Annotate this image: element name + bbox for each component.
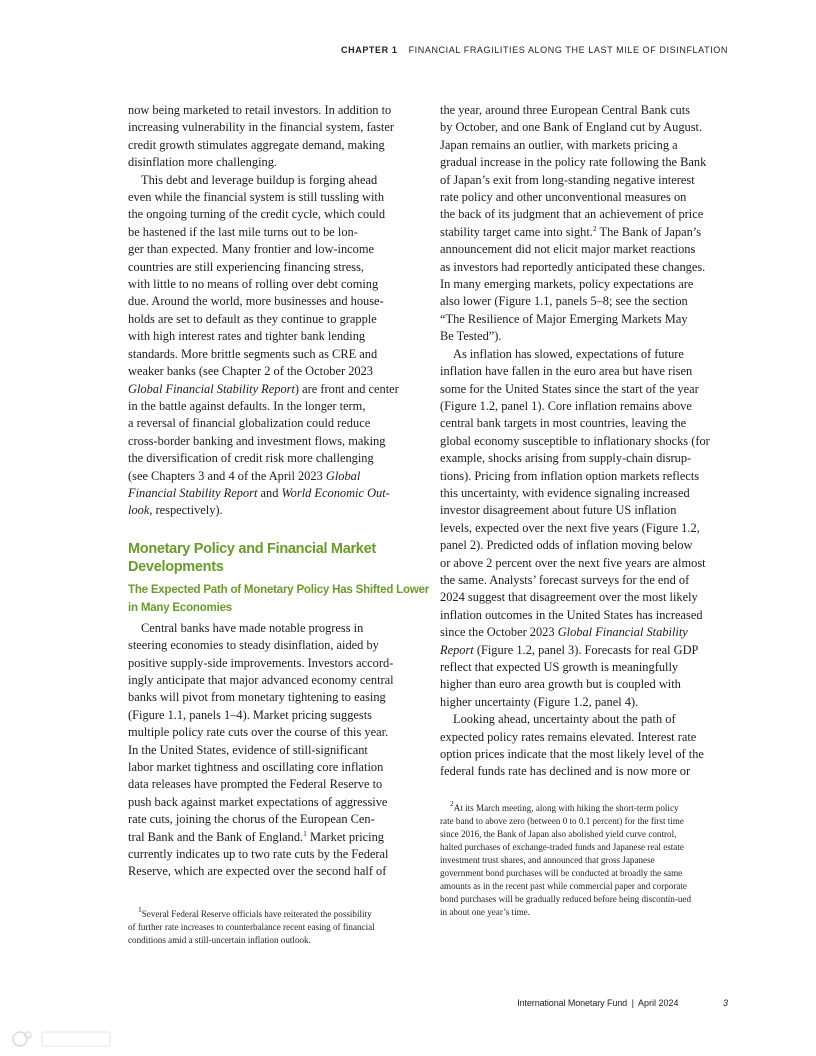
text-line: reflect that expected US growth is meaningfully [440, 660, 679, 674]
text-line: panel 2). Predicted odds of inflation moving below [440, 538, 693, 553]
text-fragment: The Bank of Japan’s [596, 224, 702, 239]
text-line: (Figure 1.2, panel 1). Core inflation remains above [440, 398, 692, 413]
text-line: Be Tested”). [440, 329, 502, 344]
text-line: or above 2 percent over the next five years are almost [440, 555, 706, 570]
text-line: As inflation has slowed, expectations of future [453, 346, 684, 361]
text-line: ingly anticipate that major advanced economy central [128, 672, 394, 687]
text-fragment: , respectively). [149, 503, 223, 518]
text-line [440, 224, 728, 241]
text-line: ger than expected. Many frontier and low-income [128, 242, 374, 257]
text-fragment: and [257, 485, 282, 500]
footnote-ref-1[interactable]: 1 [303, 828, 307, 838]
text-line: federal funds rate has declined and is now more or [440, 764, 691, 779]
text-line [440, 642, 728, 659]
text-line: the back of its judgment that an achievement of price [440, 207, 704, 222]
running-header [341, 45, 728, 55]
footnote-2 [440, 799, 730, 919]
text-line: weaker banks (see Chapter 2 of the October 2023 [128, 364, 373, 379]
text-line: Reserve, which are expected over the second half of [128, 864, 387, 879]
text-line: the same. Analysts’ forecast surveys for the end of [440, 572, 690, 587]
footnote-line [128, 905, 413, 921]
footnote-line: of further rate increases to counterbalance recent easing of financial [128, 922, 375, 932]
text-line: expected policy rates remains elevated. Interest rate [440, 729, 697, 744]
left-column [128, 102, 430, 881]
text-line: credit growth stimulates aggregate demand, making [128, 137, 385, 152]
text-line: option prices indicate that the most likely level of the [440, 747, 704, 762]
text-line: now being marketed to retail investors. In addition to [128, 103, 392, 117]
text-line [128, 485, 411, 502]
footnote-ref-2[interactable]: 2 [592, 223, 597, 233]
text-line: 2024 suggest that disagreement over the most likely [440, 590, 698, 605]
text-line: rate cuts, joining the chorus of the European Cen- [128, 812, 375, 827]
text-fragment: ) are front and center [294, 381, 399, 396]
text-line: investor disagreement about future US inflation [440, 503, 677, 518]
text-line: by October, and one Bank of England cut by August. [440, 120, 703, 135]
paragraph [440, 346, 728, 712]
text-line: tions). Pricing from inflation option markets reflects [440, 468, 700, 483]
report-title-italic: Global [325, 468, 361, 483]
section-heading [128, 540, 411, 576]
text-line: inflation have fallen in the euro area but have risen [440, 364, 693, 379]
text-line: levels, expected over the next five years (Figure 1.2, [440, 520, 700, 535]
text-line: the year, around three European Central Bank cuts [440, 103, 690, 117]
paragraph [128, 102, 411, 172]
footnote-1 [128, 905, 413, 947]
chapter-title: FINANCIAL FRAGILITIES ALONG THE LAST MILE OF DISINFLATION [408, 45, 728, 55]
watermark-logo-icon [8, 1026, 116, 1052]
text-line: higher than euro area growth but is coupled with [440, 677, 681, 692]
text-line: This debt and leverage buildup is forging ahead [141, 172, 378, 187]
publisher-name: International Monetary Fund [517, 998, 628, 1008]
text-line: announcement did not elicit major market reactions [440, 242, 696, 257]
text-line: currently indicates up to two rate cuts by the Federal [128, 847, 389, 862]
text-line: due. Around the world, more businesses and house- [128, 294, 384, 309]
text-line: In the United States, evidence of still-significant [128, 742, 368, 757]
right-column [440, 102, 728, 781]
heading-line: Monetary Policy and Financial Market [128, 540, 376, 557]
text-line: this uncertainty, with evidence signaling increased [440, 485, 690, 500]
text-line: a reversal of financial globalization could reduce [128, 416, 371, 431]
text-line [440, 624, 728, 641]
text-line: In many emerging markets, policy expectations are [440, 277, 694, 292]
text-line: Looking ahead, uncertainty about the path of [453, 712, 676, 727]
text-line: multiple policy rate cuts over the course of this year. [128, 725, 389, 740]
text-line: banks will pivot from monetary tightening to easing [128, 690, 386, 705]
text-line: inflation outcomes in the United States has increased [440, 607, 703, 622]
report-title-italic: Global Financial Stability [557, 625, 688, 640]
footnote-line: rate band to above zero (between 0 to 0.1 percent) for the first time [440, 816, 684, 826]
text-line: higher uncertainty (Figure 1.2, panel 4). [440, 694, 639, 709]
report-title-italic: Global Financial Stability Report [128, 381, 295, 396]
text-line: even while the financial system is still tussling with [128, 190, 385, 205]
report-title-italic: Report [440, 642, 474, 657]
report-title-italic: Financial Stability Report [128, 485, 258, 500]
publication-date: April 2024 [637, 998, 679, 1008]
footnote-line: investment trust shares, and announced that gross Japanese [440, 855, 655, 865]
text-line: increasing vulnerability in the financial system, faster [128, 120, 394, 135]
footer-separator: | [631, 998, 634, 1008]
text-line: cross-border banking and investment flows, making [128, 433, 386, 448]
text-line: with high interest rates and tighter bank lending [128, 329, 366, 344]
chapter-label: CHAPTER 1 [341, 45, 398, 55]
text-fragment: (Figure 1.2, panel 3). Forecasts for real GDP [473, 642, 699, 657]
paragraph [440, 102, 728, 346]
text-line: with little to no means of rolling over debt coming [128, 277, 379, 292]
text-line [128, 502, 411, 519]
text-line: as investors had reportedly anticipated these changes. [440, 259, 706, 274]
paragraph [440, 711, 728, 781]
text-fragment: (see Chapters 3 and 4 of the April 2023 [128, 468, 326, 483]
text-line: in the battle against defaults. In the longer term, [128, 398, 366, 413]
heading-line: The Expected Path of Monetary Policy Has Shifted Lower [128, 583, 430, 596]
text-line: the ongoing turning of the credit cycle, which could [128, 207, 386, 222]
text-line: rate policy and other unconventional measures on [440, 190, 687, 205]
text-line: example, shocks arising from supply-chain disrup- [440, 451, 692, 466]
text-line [128, 468, 411, 485]
text-fragment: tral Bank and the Bank of England. [128, 829, 304, 844]
text-line: holds are set to default as they continue to grapple [128, 311, 377, 326]
paragraph [128, 172, 411, 520]
text-line: positive supply-side improvements. Investors accord- [128, 655, 394, 670]
page-number: 3 [722, 998, 728, 1008]
text-line: global economy susceptible to inflationary shocks (for [440, 433, 710, 448]
text-fragment: since the October 2023 [440, 625, 558, 640]
footnote-line: since 2016, the Bank of Japan also abolished yield curve control, [440, 829, 677, 839]
text-line: (Figure 1.1, panels 1–4). Market pricing suggests [128, 707, 372, 722]
report-title-italic: look [128, 503, 150, 518]
report-title-italic: World Economic Out- [281, 485, 390, 500]
text-line: also lower (Figure 1.1, panels 5–8; see the section [440, 294, 688, 309]
footnote-line: conditions amid a still-uncertain inflation outlook. [128, 935, 311, 945]
text-line: labor market tightness and oscillating core inflation [128, 760, 384, 774]
text-line: data releases have prompted the Federal Reserve to [128, 777, 383, 792]
text-line: Central banks have made notable progress in [141, 620, 364, 635]
text-fragment: stability target came into sight. [440, 224, 593, 239]
text-line: countries are still experiencing financing stress, [128, 259, 365, 274]
text-line: central bank targets in most countries, leaving the [440, 416, 687, 431]
footnote-line: amounts as in the recent past while commercial paper and corporate [440, 881, 687, 891]
text-line: gradual increase in the policy rate following the Bank [440, 155, 707, 170]
text-line: push back against market expectations of aggressive [128, 794, 388, 809]
footnote-line: bond purchases will be gradually reduced before being discontin-ued [440, 894, 692, 904]
text-line: the diversification of credit risk more challenging [128, 451, 374, 466]
footnote-line: government bond purchases will be conducted at broadly the same [440, 868, 683, 878]
text-fragment: Several Federal Reserve officials have reiterated the possibility [141, 909, 372, 919]
footnote-line: halted purchases of exchange-traded funds and Japanese real estate [440, 842, 684, 852]
heading-line: Developments [128, 558, 224, 575]
text-line: some for the United States since the start of the year [440, 381, 699, 396]
footnote-mark: 1 [138, 905, 142, 914]
page-footer [517, 998, 728, 1008]
paragraph [128, 620, 411, 881]
heading-line: in Many Economies [128, 601, 232, 614]
subsection-heading [128, 581, 430, 617]
text-line: be hastened if the last mile turns out to be lon- [128, 224, 358, 239]
text-fragment: At its March meeting, along with hiking the short-term policy [453, 803, 679, 813]
text-line: Japan remains an outlier, with markets pricing a [440, 137, 678, 152]
text-fragment: Market pricing [306, 829, 384, 844]
text-line [128, 381, 411, 398]
footnote-mark: 2 [450, 799, 454, 808]
footnote-line [440, 799, 730, 815]
footnote-line: in about one year’s time. [440, 907, 530, 917]
text-line: disinflation more challenging. [128, 155, 277, 170]
text-line: of Japan’s exit from long-standing negative interest [440, 172, 695, 187]
text-line: standards. More brittle segments such as CRE and [128, 346, 378, 361]
text-line: “The Resilience of Major Emerging Markets May [440, 311, 688, 326]
text-line: steering economies to steady disinflation, aided by [128, 638, 379, 653]
text-line [128, 829, 411, 846]
